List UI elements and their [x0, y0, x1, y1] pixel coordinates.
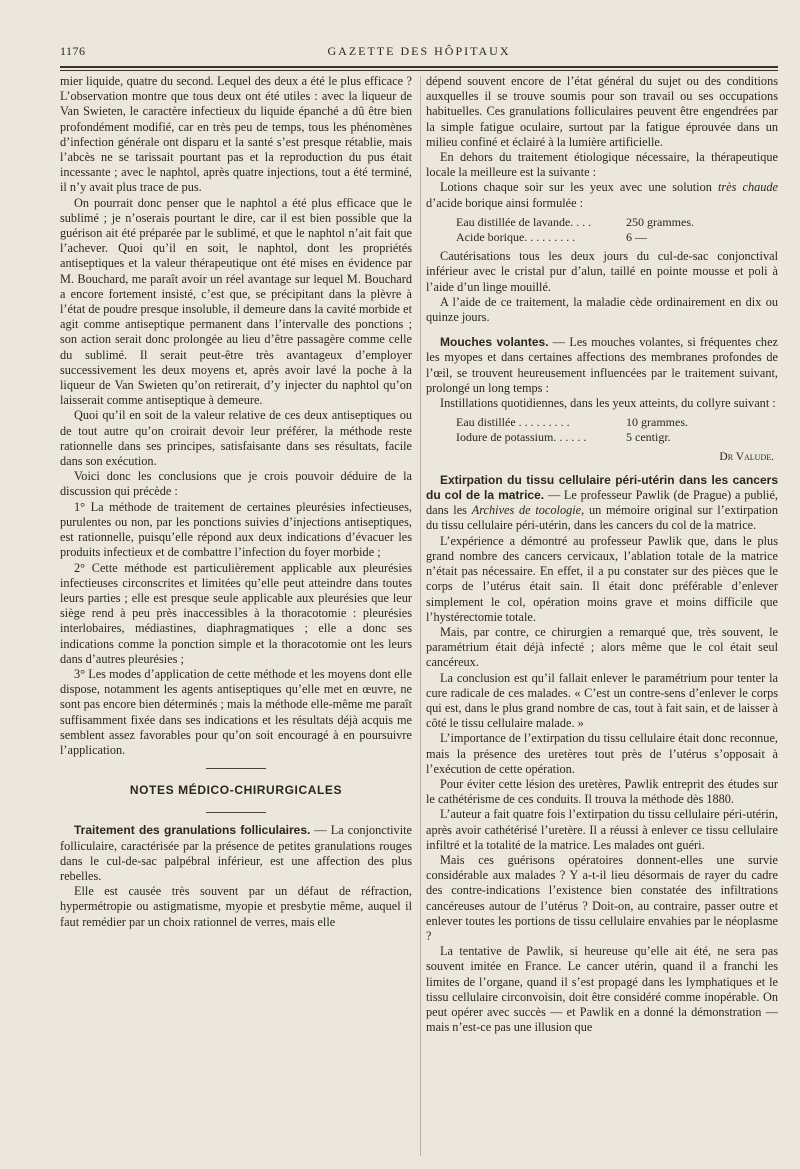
paragraph: L’importance de l’extirpation du tissu cellulaire était donc reconnue, mais la présence des uretères tout près de l’utérus s’opposait à l’exécution de cette opération. [426, 731, 778, 776]
paragraph: A l’aide de ce traitement, la maladie cède ordinairement en dix ou quinze jours. [426, 294, 778, 325]
article-title: Mouches volantes. [440, 335, 549, 350]
ingredient: Eau distillée de lavande. . . . [456, 214, 592, 229]
prescription-line [456, 415, 778, 430]
prescription-line [456, 230, 778, 245]
text: Lotions chaque soir sur les yeux avec une solution [440, 180, 718, 195]
conclusion-2: 2° Cette méthode est particulièrement applicable aux pleurésies infectieuses circonscrites et limitées qu’elle peut atteindre dans toutes leurs parties ; elle est presque seule applicable aux pleurésies que leur siège rend à peu près inaccessibles à la thoracotomie : pleurésies interlobaires, médiastines, diaphragmatiques ; elle a donc ses indications comme la ponction simple et la thoracotomie ont les leurs dans d’autres pleurésies ; [60, 560, 412, 666]
paragraph: Mais ces guérisons opératoires donnent-elles une survie considérable aux malades ? Y a-t-il lieu désormais de rayer du cadre des contre-indications l’existence bien constatée des infiltrations cancéreuses autour de l’utérus ? Doit-on, au contraire, passer outre et enlever toutes les portions de tissu cellulaire envahies par le néoplasme ? [426, 852, 778, 943]
article-text: , un mémoire original sur l’extirpation du tissu cellulaire péri-utérin, dans les cancers du col de la matrice. [426, 503, 778, 533]
article-text: — Le professeur Pawlik (de Prague) a publié, dans les [426, 488, 779, 518]
paragraph: Quoi qu’il en soit de la valeur relative de ces deux antiseptiques ou de tout autre qu’on croirait devoir leur préférer, la méthode reste rationnelle dans ses principes, satisfaisante dans ses résultats, facile dans son exécution. [60, 408, 412, 469]
ingredient: Acide borique. . . . . . . . . [456, 230, 576, 245]
quantity: 6 — [626, 230, 647, 245]
article-extirpation [426, 473, 778, 534]
paragraph: L’expérience a démontré au professeur Pawlik que, dans le plus grand nombre des cancers cervicaux, l’ablation totale de la matrice n’était pas nécessaire. En effet, il a pu constater sur des pièces que le corps de l’utérus était sain. Il était donc préférable d’enlever simplement le col, opération moins grave et moins difficile que l’hystérectomie totale. [426, 533, 778, 624]
article-title: Traitement des granulations folliculaires. [74, 823, 311, 838]
emphasis: très chaude [717, 180, 778, 195]
page-header [60, 44, 778, 66]
article-title: Extirpation du tissu cellulaire péri-utérin dans les cancers du col de la matrice. [426, 472, 778, 503]
paragraph: L’auteur a fait quatre fois l’extirpation du tissu cellulaire péri-utérin, après avoir cathétérisé l’uretère. Il a réussi à enlever ce tissu cellulaire infiltré et la totalité de la matrice. Les malades ont guéri. [426, 807, 778, 852]
paragraph: Voici donc les conclusions que je crois pouvoir déduire de la discussion qui précède : [60, 469, 412, 499]
header-rule-thin [60, 70, 778, 71]
paragraph: Elle est causée très souvent par un défaut de réfraction, hypermétropie ou astigmatisme, myopie et presbytie même, auquel il faut remédier par un choix rationnel de verres, mais elle [60, 884, 412, 929]
conclusion-1: 1° La méthode de traitement de certaines pleurésies infectieuses, purulentes ou non, par les ponctions suivies d’injections antiseptiques, est rationnelle, puisqu’elle répond aux deux indications d’évacuer les produits infectieux et de combattre l’infection du foyer morbide ; [60, 499, 412, 560]
column-divider [420, 76, 421, 1156]
paragraph [426, 180, 778, 210]
ornament-separator [60, 768, 412, 769]
right-column [426, 74, 778, 1035]
paragraph: Pour éviter cette lésion des uretères, Pawlik entreprit des études sur le cathétérisme de ces conduits. Il trouva la méthode dès 1880. [426, 776, 778, 807]
section-rule [206, 812, 266, 813]
quantity: 10 grammes. [626, 415, 688, 430]
prescription-line [456, 215, 778, 230]
article-mouches [426, 335, 778, 396]
cited-journal: Archives de tocologie [471, 503, 582, 518]
text: d’acide borique ainsi formulée : [426, 195, 584, 210]
paragraph: dépend souvent encore de l’état général du sujet ou des conditions auxquelles il se trouve soumis pour son travail ou ses occupations habituelles. Ces granulations folliculaires peuvent être engendrées par la simple fatigue oculaire, surtout par la fatigue éprouvée dans un milieu confiné et éclairé à la lumière artificielle. [426, 74, 778, 149]
page-number: 1176 [60, 44, 86, 58]
paragraph: Instillations quotidiennes, dans les yeux atteints, du collyre suivant : [440, 396, 776, 411]
prescription-1 [456, 215, 778, 245]
paragraph: La conclusion est qu’il fallait enlever le paramétrium pour tenter la cure radicale de ces malades. « C’est un contre-sens d’enlever le corps qui est, dans le plus grand nombre de cas, tout à fait sain, et de laisser à côté le tissu cellulaire malade. » [426, 670, 778, 731]
ingredient: Eau distillée . . . . . . . . . [456, 415, 570, 430]
paragraph: En dehors du traitement étiologique nécessaire, la thérapeutique locale la meilleure est la suivante : [426, 150, 778, 180]
prescription-line [456, 430, 778, 445]
left-column [60, 74, 412, 930]
quantity: 5 centigr. [626, 430, 671, 445]
separator-rule [206, 768, 266, 769]
prescription-2 [456, 415, 778, 445]
paragraph: La tentative de Pawlik, si heureuse qu’elle ait été, ne sera pas souvent imitée en France. Le cancer utérin, quand il a franchi les limites de l’organe, quand il s’est propagé dans les lymphatiques et le tissu cellulaire circonvoisin, doit être considéré comme inopérable. On peut opérer avec succès — et Pawlik en a donné la démonstration — mais n’est-ce pas une illusion que [426, 944, 778, 1035]
paragraph: Mais, par contre, ce chirurgien a remarqué que, très souvent, le paramétrium était déjà infecté ; alors même que le col était seul cancéreux. [426, 624, 778, 670]
journal-title: GAZETTE DES HÔPITAUX [327, 44, 511, 58]
header-rule-thick [60, 66, 778, 68]
quantity: 250 grammes. [626, 214, 694, 229]
paragraph: mier liquide, quatre du second. Lequel des deux a été le plus efficace ? L’observation montre que tous deux ont été utiles : avec la liqueur de Van Swieten, le caractère infectieux du liquide épanché a dû être bien profondément modifié, car en très peu de temps, tous les phénomènes d’infection générale ont disparu et la santé s’est presque rétablie, mais l’abcès ne se tarissait pourtant pas et la reproduction du pus était incessante ; avec le naphtol, après quatre injections, tout a été terminé, il n’y avait plus trace de pus. [60, 74, 412, 195]
ingredient: Iodure de potassium. . . . . . [456, 430, 587, 445]
article-text: — Les mouches volantes, si fréquentes chez les myopes et dans certaines affections des membranes profondes de l’œil, se trouvent heureusement influencées par le traitement suivant, prolongé un long temps : [426, 335, 778, 395]
section-title: NOTES MÉDICO-CHIRURGICALES [129, 783, 343, 798]
author-signature: Dr Valude. [719, 450, 774, 463]
paragraph: On pourrait donc penser que le naphtol a été plus efficace que le sublimé ; je n’oserais pourtant le dire, car il est bien possible que la guérison ait été préparée par le sublimé, et que le naphtol n’ait fait que l’achever. Quoi qu’il en soit, le naphtol, dont les propriétés antiseptiques et la valeur thérapeutique ont été mises en évidence par M. Bouchard, me paraît avoir un réel avantage sur lequel M. Bouchard a encore fortement insisté, c’est que, se précipitant dans la plèvre à l’état de poudre presque insoluble, il demeure dans la cavité morbide et agit comme antiseptique permanent dans l’intervalle des ponctions ; son action serait donc prolongée au lieu d’être passagère comme celle du sublimé. Il serait peut-être très avantageux d’employer successivement les deux moyens et, après avoir lavé la poche à la liqueur de Van Swieten qu’on retirerait, d’y injecter du naphtol qu’on laisserait comme antiseptique à demeure. [60, 195, 412, 408]
paragraph: Cautérisations tous les deux jours du cul-de-sac conjonctival inférieur avec le cristal pur d’alun, taillé en pointe mousse et poli à l’aide d’un linge mouillé. [426, 249, 778, 294]
article-granulations [60, 823, 412, 884]
conclusion-3: 3° Les modes d’application de cette méthode et les moyens dont elle dispose, notamment les agents antiseptiques qu’elle met en œuvre, ne sont pas encore bien déterminés ; mais la méthode elle-même me paraît suffisamment fixée dans ses indications et les résultats déjà acquis me semblent assez favorables pour qu’on soit encouragé à en poursuivre l’application. [60, 666, 412, 757]
article-text: — La conjonctivite folliculaire, caractérisée par la présence de petites granulations rouges dans le cul-de-sac palpébral inférieur, est une affection des plus rebelles. [60, 823, 412, 883]
